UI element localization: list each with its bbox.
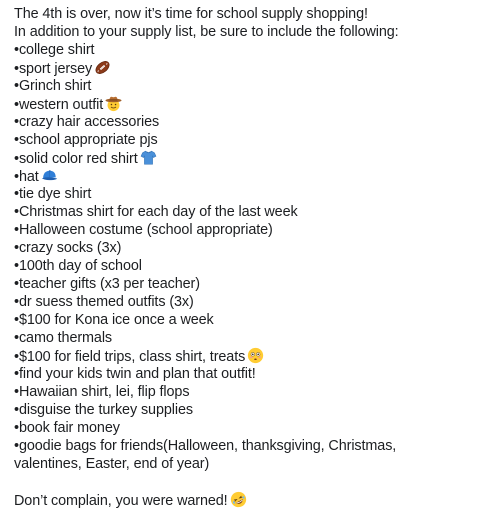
list-item-text: tie dye shirt bbox=[18, 186, 92, 202]
bullet: • bbox=[14, 151, 19, 167]
bullet: • bbox=[14, 312, 19, 328]
list-item-text: goodie bags for friends(Halloween, thanksgiving, Christmas, bbox=[18, 438, 397, 454]
bullet: • bbox=[14, 240, 19, 256]
list-item bbox=[14, 347, 478, 365]
list-item-text: sport jersey bbox=[18, 61, 93, 77]
list-item-text: western outfit bbox=[18, 97, 104, 113]
flushed-face-icon bbox=[247, 347, 264, 364]
list-item-text: $100 for Kona ice once a week bbox=[18, 312, 214, 328]
list-item-text: disguise the turkey supplies bbox=[18, 402, 193, 418]
blank-line bbox=[14, 473, 478, 491]
list-item bbox=[14, 131, 478, 149]
bullet: • bbox=[14, 132, 19, 148]
list-item bbox=[14, 239, 478, 257]
bullet: • bbox=[14, 420, 19, 436]
bullet: • bbox=[14, 42, 19, 58]
list-item bbox=[14, 203, 478, 221]
bullet: • bbox=[14, 169, 19, 185]
bullet: • bbox=[14, 204, 19, 220]
list-item-text: teacher gifts (x3 per teacher) bbox=[18, 276, 200, 292]
list-item-text: Halloween costume (school appropriate) bbox=[18, 222, 273, 238]
list-item bbox=[14, 419, 478, 437]
list-item bbox=[14, 77, 478, 95]
list-item bbox=[14, 113, 478, 131]
bullet: • bbox=[14, 402, 19, 418]
list-item bbox=[14, 257, 478, 275]
bullet: • bbox=[14, 114, 19, 130]
list-item bbox=[14, 275, 478, 293]
list-item bbox=[14, 383, 478, 401]
bullet: • bbox=[14, 438, 19, 454]
intro-line-1: The 4th is over, now it’s time for school supply shopping! bbox=[14, 6, 368, 22]
list-item-text: crazy socks (3x) bbox=[18, 240, 122, 256]
bullet: • bbox=[14, 294, 19, 310]
list-item bbox=[14, 185, 478, 203]
list-item bbox=[14, 293, 478, 311]
closing-line bbox=[14, 491, 478, 509]
intro-line-2: In addition to your supply list, be sure to include the following: bbox=[14, 24, 399, 40]
list-item-text: Grinch shirt bbox=[18, 78, 92, 94]
list-item bbox=[14, 167, 478, 185]
tshirt-icon bbox=[140, 149, 157, 166]
bullet: • bbox=[14, 97, 19, 113]
supply-list bbox=[14, 41, 478, 455]
list-item-text: crazy hair accessories bbox=[18, 114, 160, 130]
list-item-text: Hawaiian shirt, lei, flip flops bbox=[18, 384, 190, 400]
bullet: • bbox=[14, 330, 19, 346]
list-item-text: book fair money bbox=[18, 420, 120, 436]
cap-icon bbox=[41, 167, 58, 184]
list-item-text: college shirt bbox=[18, 42, 95, 58]
list-item-text: solid color red shirt bbox=[18, 151, 138, 167]
rofl-face-icon bbox=[230, 491, 247, 508]
list-item-text: 100th day of school bbox=[18, 258, 142, 274]
bullet: • bbox=[14, 276, 19, 292]
list-item-text: dr suess themed outfits (3x) bbox=[18, 294, 194, 310]
list-item bbox=[14, 59, 478, 77]
bullet: • bbox=[14, 384, 19, 400]
list-item-text: Christmas shirt for each day of the last week bbox=[18, 204, 298, 220]
bullet: • bbox=[14, 61, 19, 77]
list-item bbox=[14, 221, 478, 239]
bullet: • bbox=[14, 366, 19, 382]
bullet: • bbox=[14, 78, 19, 94]
list-item bbox=[14, 437, 478, 455]
list-item bbox=[14, 329, 478, 347]
list-item-text: school appropriate pjs bbox=[18, 132, 158, 148]
closing-text: Don’t complain, you were warned! bbox=[14, 493, 228, 509]
list-item bbox=[14, 401, 478, 419]
list-item bbox=[14, 95, 478, 113]
bullet: • bbox=[14, 186, 19, 202]
list-item bbox=[14, 365, 478, 383]
list-item-text: find your kids twin and plan that outfit! bbox=[18, 366, 256, 382]
list-item-text: hat bbox=[18, 169, 39, 185]
list-continuation: valentines, Easter, end of year) bbox=[14, 456, 210, 472]
list-item bbox=[14, 41, 478, 59]
football-icon bbox=[94, 59, 111, 76]
cowboy-face-icon bbox=[105, 95, 122, 112]
list-item bbox=[14, 311, 478, 329]
list-item-text: camo thermals bbox=[18, 330, 113, 346]
bullet: • bbox=[14, 349, 19, 365]
bullet: • bbox=[14, 222, 19, 238]
bullet: • bbox=[14, 258, 19, 274]
list-item-text: $100 for field trips, class shirt, treats bbox=[18, 349, 246, 365]
list-item bbox=[14, 149, 478, 167]
